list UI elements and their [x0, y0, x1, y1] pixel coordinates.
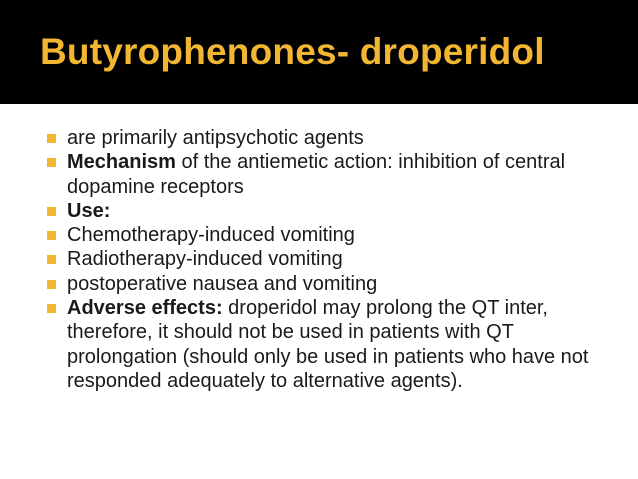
bullet-bold-text: Adverse effects: [67, 297, 223, 320]
bullet-bold-text: Mechanism [67, 151, 176, 174]
square-bullet-icon [47, 231, 56, 240]
bullet-text: droperidol may prolong the QT inter, therefore, it should not be used in patients with QT prolongation (should only be used in patients who have not responded adequately to alternative agents). [67, 297, 589, 392]
square-bullet-icon [47, 158, 56, 167]
bullet-item [45, 272, 605, 296]
bullet-item [45, 126, 605, 150]
bullet-item [45, 296, 605, 393]
square-bullet-icon [47, 304, 56, 313]
slide-title: Butyrophenones- droperidol [40, 31, 545, 72]
square-bullet-icon [47, 207, 56, 216]
bullet-bold-text: Use: [67, 199, 111, 222]
bullet-item [45, 223, 605, 247]
bullet-text: of the antiemetic action: inhibition of central dopamine receptors [67, 151, 566, 198]
title-bar [0, 0, 638, 104]
bullet-text: are primarily antipsychotic agents [67, 127, 364, 149]
bullet-item [45, 150, 605, 199]
bullet-text: Radiotherapy-induced vomiting [67, 248, 343, 271]
bullet-text: Chemotherapy-induced vomiting [67, 224, 355, 247]
square-bullet-icon [47, 255, 56, 264]
bullet-item [45, 199, 605, 223]
square-bullet-icon [47, 280, 56, 289]
bullet-list [45, 126, 605, 393]
bullet-text: postoperative nausea and vomiting [67, 272, 378, 295]
bullet-item [45, 247, 605, 271]
square-bullet-icon [47, 134, 56, 143]
